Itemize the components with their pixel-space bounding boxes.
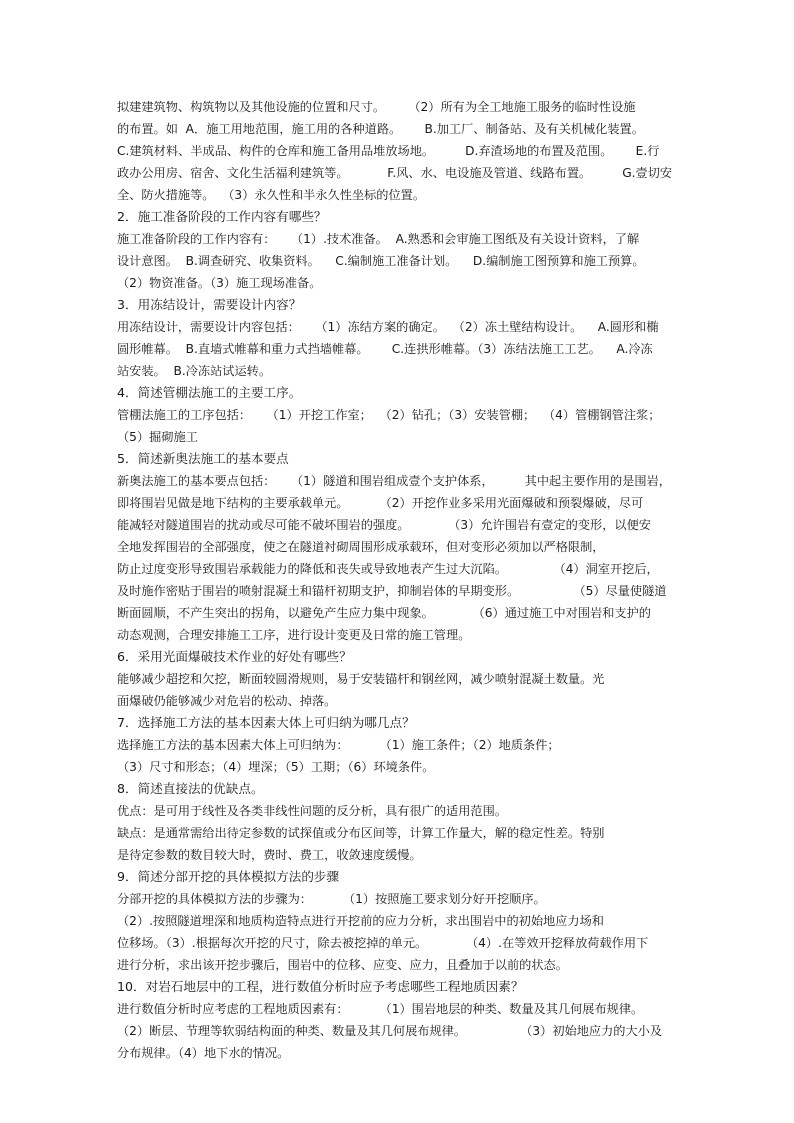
text-line: 进行分析，求出该开挖步骤后，围岩中的位移、应变、应力，且叠加于以前的状态。 bbox=[117, 958, 568, 972]
question-heading: 10．对岩石地层中的工程，进行数值分析时应予考虑哪些工程地质因素？ bbox=[117, 979, 524, 994]
question-heading: 2．施工准备阶段的工作内容有哪些？ bbox=[117, 209, 327, 224]
text-line: 进行数值分析时应考虑的工程地质因素有： （1）围岩地层的种类、数量及其几何展布规律。 bbox=[117, 1002, 644, 1016]
question-heading: 6．采用光面爆破技术作业的好处有哪些？ bbox=[117, 649, 352, 664]
question-heading: 8．简述直接法的优缺点。 bbox=[117, 781, 264, 796]
text-line: 全地发挥围岩的全部强度，使之在隧道衬砌周围形成承载环，但对变形必须加以严格限制， bbox=[117, 540, 605, 554]
text-line: （3）尺寸和形态；（4）埋深；（5）工期；（6）环境条件。 bbox=[117, 760, 435, 774]
text-line: C.建筑材料、半成品、构件的仓库和施工备用品堆放场地。 D.弃渣场地的布置及范围。 E.行 bbox=[117, 144, 660, 158]
text-line: 断面圆顺，不产生突出的拐角，以避免产生应力集中现象。 （6）通过施工中对围岩和支护的 bbox=[117, 606, 651, 620]
text-line: 动态观测，合理安排施工工序，进行设计变更及日常的施工管理。 bbox=[117, 628, 471, 642]
text-line: 分布规律。（4）地下水的情况。 bbox=[117, 1046, 290, 1060]
text-line: 管棚法施工的工序包括： （1）开挖工作室； （2）钻孔；（3）安装管棚； （4）管棚钢管注浆； bbox=[117, 408, 661, 422]
text-line: 优点：是可用于线性及各类非线性问题的反分析，具有很广的适用范围。 bbox=[117, 804, 507, 818]
text-line: 位移场。（3）.根据每次开挖的尺寸，除去被挖掉的单元。 （4）.在等效开挖释放荷载作用下 bbox=[117, 936, 649, 950]
text-line: 拟建建筑物、构筑物以及其他设施的位置和尺寸。 （2）所有为全工地施工服务的临时性设施 bbox=[117, 100, 636, 114]
text-line: 设计意图。 B.调查研究、收集资料。 C.编制施工准备计划。 D.编制施工图预算和施工预算。 bbox=[117, 254, 645, 268]
text-line: 分部开挖的具体模拟方法的步骤为： （1）按照施工要求划分好开挖顺序。 bbox=[117, 892, 546, 906]
text-line: 即将围岩见做是地下结构的主要承载单元。 （2）开挖作业多采用光面爆破和预裂爆破，尽可 bbox=[117, 496, 644, 510]
text-line: 政办公用房、宿舍、文化生活福利建筑等。 F.风、水、电设施及管道、线路布置。 G.壹切安 bbox=[117, 166, 673, 180]
text-line: 的布置。如 A．施工用地范围，施工用的各种道路。 B.加工厂、制备站、及有关机械化装置。 bbox=[117, 122, 644, 136]
question-heading: 5．简述新奥法施工的基本要点 bbox=[117, 451, 289, 466]
text-line: 是待定参数的数目较大时，费时、费工，收敛速度缓慢。 bbox=[117, 848, 422, 862]
text-line: 圆形帷幕。 B.直墙式帷幕和重力式挡墙帷幕。 C.连拱形帷幕。（3）冻结法施工工艺。 A.冷冻 bbox=[117, 342, 653, 356]
text-line: 能够减少超挖和欠挖，断面较圆滑规则，易于安装锚杆和钢丝网，减少喷射混凝土数量。光 bbox=[117, 672, 605, 686]
question-heading: 4．简述管棚法施工的主要工序。 bbox=[117, 385, 302, 400]
text-line: 全、防火措施等。 （3）永久性和半永久性坐标的位置。 bbox=[117, 188, 426, 202]
question-heading: 7．选择施工方法的基本因素大体上可归纳为哪几点？ bbox=[117, 715, 415, 730]
text-line: 用冻结设计，需要设计内容包括： （1）冻结方案的确定。 （2）冻土壁结构设计。 A.圆形和椭 bbox=[117, 320, 659, 334]
text-line: 缺点：是通常需给出待定参数的试探值或分布区间等，计算工作量大，解的稳定性差。特别 bbox=[117, 826, 605, 840]
text-line: 站安装。 B.冷冻站试运转。 bbox=[117, 364, 272, 378]
text-line: 新奥法施工的基本要点包括： （1）隧道和围岩组成壹个支护体系， 其中起主要作用的是围岩， bbox=[117, 474, 671, 488]
text-line: （2）.按照隧道埋深和地质构造特点进行开挖前的应力分析，求出围岩中的初始地应力场和 bbox=[117, 914, 604, 928]
text-line: （2）物资准备。（3）施工现场准备。 bbox=[117, 276, 322, 290]
question-heading: 3．用冻结设计，需要设计内容？ bbox=[117, 297, 302, 312]
question-heading: 9．简述分部开挖的具体模拟方法的步骤 bbox=[117, 869, 340, 884]
text-line: 选择施工方法的基本因素大体上可归纳为： （1）施工条件；（2）地质条件； bbox=[117, 738, 560, 752]
text-line: 施工准备阶段的工作内容有： （1）.技术准备。 A.熟悉和会审施工图纸及有关设计资料，了解 bbox=[117, 232, 640, 246]
text-line: 能减轻对隧道围岩的扰动或尽可能不破坏围岩的强度。 （3）允许围岩有壹定的变形，以便安 bbox=[117, 518, 651, 532]
text-line: （5）掘砌施工 bbox=[117, 430, 198, 444]
text-line: 面爆破仍能够减少对危岩的松动、掉落。 bbox=[117, 694, 337, 708]
text-line: （2）断层、节理等软弱结构面的种类、数量及其几何展布规律。 （3）初始地应力的大小及 bbox=[117, 1024, 663, 1038]
text-line: 防止过度变形导致围岩承载能力的降低和丧失或导致地表产生过大沉陷。 （4）洞室开挖后， bbox=[117, 562, 659, 576]
text-line: 及时施作密贴于围岩的喷射混凝土和锚杆初期支护，抑制岩体的早期变形。 （5）尽量使隧道 bbox=[117, 584, 667, 598]
